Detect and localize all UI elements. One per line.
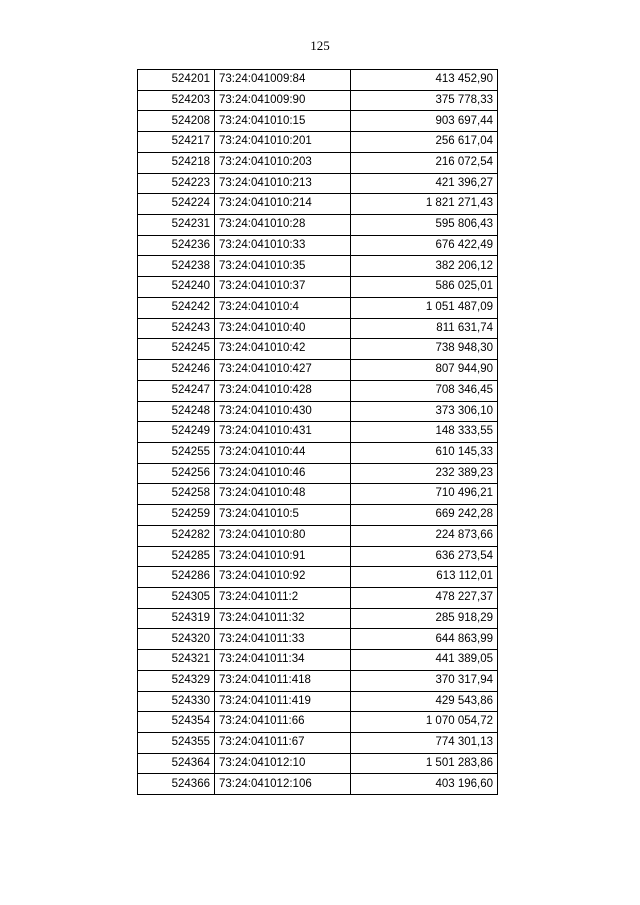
record-id-cell: 524208 — [138, 111, 215, 132]
cadastral-value-cell: 421 396,27 — [351, 173, 498, 194]
table-row — [138, 650, 498, 671]
record-id-cell: 524218 — [138, 152, 215, 173]
cadastral-value-cell: 613 112,01 — [351, 567, 498, 588]
cadastral-value-cell: 1 821 271,43 — [351, 194, 498, 215]
cadastral-number-cell: 73:24:041010:46 — [215, 463, 351, 484]
cadastral-number-cell: 73:24:041010:201 — [215, 132, 351, 153]
table-row — [138, 546, 498, 567]
record-id-cell: 524366 — [138, 774, 215, 795]
record-id-cell: 524321 — [138, 650, 215, 671]
table-row — [138, 277, 498, 298]
cadastral-number-cell: 73:24:041011:418 — [215, 670, 351, 691]
record-id-cell: 524246 — [138, 360, 215, 381]
cadastral-number-cell: 73:24:041009:84 — [215, 70, 351, 91]
cadastral-number-cell: 73:24:041010:430 — [215, 401, 351, 422]
cadastral-number-cell: 73:24:041010:44 — [215, 442, 351, 463]
record-id-cell: 524248 — [138, 401, 215, 422]
record-id-cell: 524258 — [138, 484, 215, 505]
cadastral-number-cell: 73:24:041011:66 — [215, 712, 351, 733]
table-row — [138, 567, 498, 588]
cadastral-number-cell: 73:24:041011:32 — [215, 608, 351, 629]
cadastral-value-cell: 586 025,01 — [351, 277, 498, 298]
cadastral-number-cell: 73:24:041010:213 — [215, 173, 351, 194]
record-id-cell: 524224 — [138, 194, 215, 215]
table-row — [138, 90, 498, 111]
cadastral-value-cell: 224 873,66 — [351, 525, 498, 546]
record-id-cell: 524217 — [138, 132, 215, 153]
cadastral-number-cell: 73:24:041010:214 — [215, 194, 351, 215]
record-id-cell: 524256 — [138, 463, 215, 484]
cadastral-number-cell: 73:24:041010:431 — [215, 422, 351, 443]
cadastral-number-cell: 73:24:041011:67 — [215, 733, 351, 754]
table-row — [138, 774, 498, 795]
cadastral-value-cell: 382 206,12 — [351, 256, 498, 277]
cadastral-value-cell: 1 051 487,09 — [351, 297, 498, 318]
record-id-cell: 524201 — [138, 70, 215, 91]
cadastral-value-cell: 903 697,44 — [351, 111, 498, 132]
table-row — [138, 691, 498, 712]
table-row — [138, 380, 498, 401]
record-id-cell: 524285 — [138, 546, 215, 567]
table-row — [138, 442, 498, 463]
cadastral-number-cell: 73:24:041010:48 — [215, 484, 351, 505]
table-row — [138, 484, 498, 505]
table-row — [138, 297, 498, 318]
cadastral-number-cell: 73:24:041012:10 — [215, 753, 351, 774]
record-id-cell: 524245 — [138, 339, 215, 360]
table-row — [138, 733, 498, 754]
cadastral-number-cell: 73:24:041012:106 — [215, 774, 351, 795]
cadastral-value-cell: 774 301,13 — [351, 733, 498, 754]
cadastral-value-cell: 595 806,43 — [351, 215, 498, 236]
table-row — [138, 111, 498, 132]
cadastral-value-cell: 375 778,33 — [351, 90, 498, 111]
table-row — [138, 463, 498, 484]
cadastral-value-table — [137, 69, 498, 795]
record-id-cell: 524354 — [138, 712, 215, 733]
cadastral-value-cell: 1 501 283,86 — [351, 753, 498, 774]
record-id-cell: 524231 — [138, 215, 215, 236]
cadastral-number-cell: 73:24:041011:33 — [215, 629, 351, 650]
cadastral-value-cell: 1 070 054,72 — [351, 712, 498, 733]
cadastral-number-cell: 73:24:041010:40 — [215, 318, 351, 339]
cadastral-value-cell: 429 543,86 — [351, 691, 498, 712]
table-row — [138, 587, 498, 608]
table-row — [138, 152, 498, 173]
cadastral-value-cell: 370 317,94 — [351, 670, 498, 691]
table-row — [138, 318, 498, 339]
cadastral-number-cell: 73:24:041010:35 — [215, 256, 351, 277]
cadastral-value-cell: 413 452,90 — [351, 70, 498, 91]
record-id-cell: 524319 — [138, 608, 215, 629]
cadastral-value-cell: 478 227,37 — [351, 587, 498, 608]
table-row — [138, 505, 498, 526]
cadastral-value-cell: 373 306,10 — [351, 401, 498, 422]
cadastral-value-cell: 807 944,90 — [351, 360, 498, 381]
cadastral-value-cell: 710 496,21 — [351, 484, 498, 505]
record-id-cell: 524286 — [138, 567, 215, 588]
table-row — [138, 215, 498, 236]
cadastral-value-cell: 708 346,45 — [351, 380, 498, 401]
record-id-cell: 524247 — [138, 380, 215, 401]
table-row — [138, 173, 498, 194]
record-id-cell: 524305 — [138, 587, 215, 608]
cadastral-number-cell: 73:24:041010:33 — [215, 235, 351, 256]
record-id-cell: 524203 — [138, 90, 215, 111]
cadastral-number-cell: 73:24:041009:90 — [215, 90, 351, 111]
record-id-cell: 524242 — [138, 297, 215, 318]
table-row — [138, 256, 498, 277]
cadastral-value-cell: 441 389,05 — [351, 650, 498, 671]
cadastral-number-cell: 73:24:041010:37 — [215, 277, 351, 298]
cadastral-number-cell: 73:24:041011:419 — [215, 691, 351, 712]
cadastral-number-cell: 73:24:041011:2 — [215, 587, 351, 608]
table-row — [138, 525, 498, 546]
cadastral-number-cell: 73:24:041010:15 — [215, 111, 351, 132]
table-row — [138, 401, 498, 422]
cadastral-number-cell: 73:24:041010:428 — [215, 380, 351, 401]
table-row — [138, 360, 498, 381]
record-id-cell: 524249 — [138, 422, 215, 443]
cadastral-value-cell: 669 242,28 — [351, 505, 498, 526]
cadastral-value-cell: 610 145,33 — [351, 442, 498, 463]
cadastral-value-cell: 811 631,74 — [351, 318, 498, 339]
record-id-cell: 524223 — [138, 173, 215, 194]
table-row — [138, 753, 498, 774]
cadastral-number-cell: 73:24:041010:92 — [215, 567, 351, 588]
record-id-cell: 524364 — [138, 753, 215, 774]
table-body — [138, 70, 498, 795]
record-id-cell: 524282 — [138, 525, 215, 546]
record-id-cell: 524355 — [138, 733, 215, 754]
cadastral-value-cell: 148 333,55 — [351, 422, 498, 443]
record-id-cell: 524238 — [138, 256, 215, 277]
cadastral-number-cell: 73:24:041010:5 — [215, 505, 351, 526]
page-number: 125 — [310, 38, 330, 53]
record-id-cell: 524240 — [138, 277, 215, 298]
cadastral-number-cell: 73:24:041010:4 — [215, 297, 351, 318]
cadastral-number-cell: 73:24:041010:427 — [215, 360, 351, 381]
table-row — [138, 194, 498, 215]
cadastral-value-cell: 256 617,04 — [351, 132, 498, 153]
cadastral-number-cell: 73:24:041010:28 — [215, 215, 351, 236]
record-id-cell: 524330 — [138, 691, 215, 712]
table-row — [138, 670, 498, 691]
table-row — [138, 70, 498, 91]
cadastral-number-cell: 73:24:041010:91 — [215, 546, 351, 567]
cadastral-value-cell: 403 196,60 — [351, 774, 498, 795]
cadastral-value-cell: 644 863,99 — [351, 629, 498, 650]
record-id-cell: 524329 — [138, 670, 215, 691]
cadastral-number-cell: 73:24:041010:80 — [215, 525, 351, 546]
record-id-cell: 524259 — [138, 505, 215, 526]
record-id-cell: 524236 — [138, 235, 215, 256]
cadastral-value-cell: 676 422,49 — [351, 235, 498, 256]
cadastral-number-cell: 73:24:041011:34 — [215, 650, 351, 671]
record-id-cell: 524320 — [138, 629, 215, 650]
table-row — [138, 235, 498, 256]
table-row — [138, 422, 498, 443]
table-row — [138, 608, 498, 629]
table-row — [138, 629, 498, 650]
cadastral-value-cell: 738 948,30 — [351, 339, 498, 360]
cadastral-value-cell: 285 918,29 — [351, 608, 498, 629]
cadastral-number-cell: 73:24:041010:203 — [215, 152, 351, 173]
table-row — [138, 339, 498, 360]
record-id-cell: 524243 — [138, 318, 215, 339]
table-row — [138, 712, 498, 733]
cadastral-number-cell: 73:24:041010:42 — [215, 339, 351, 360]
cadastral-value-cell: 232 389,23 — [351, 463, 498, 484]
cadastral-value-cell: 216 072,54 — [351, 152, 498, 173]
record-id-cell: 524255 — [138, 442, 215, 463]
table-row — [138, 132, 498, 153]
cadastral-value-cell: 636 273,54 — [351, 546, 498, 567]
